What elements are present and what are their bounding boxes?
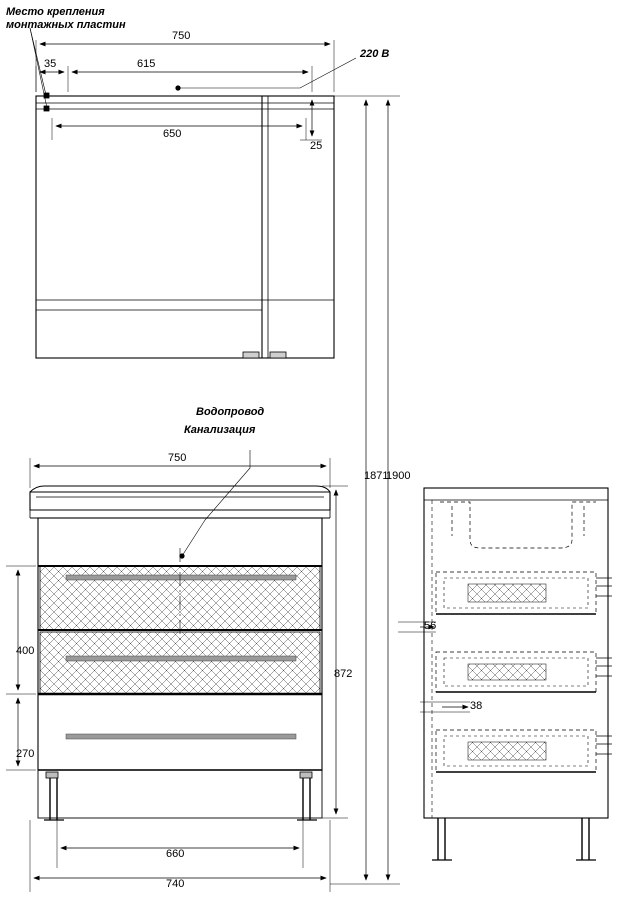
dim-front-width-750: 750 (168, 452, 187, 464)
dim-front-400: 400 (16, 645, 35, 657)
label-water-supply: Водопровод (196, 406, 265, 418)
dim-side-56: 56 (424, 620, 437, 632)
dim-front-872: 872 (334, 668, 353, 680)
dim-top-width-750: 750 (172, 30, 191, 42)
dim-span-615: 615 (137, 58, 156, 70)
dim-offset-35: 35 (44, 58, 57, 70)
label-mount-plates-line2: монтажных пластин (6, 19, 126, 31)
dim-depth-25: 25 (310, 140, 323, 152)
dim-front-660: 660 (166, 848, 185, 860)
dim-front-740: 740 (166, 878, 185, 890)
dim-side-38: 38 (470, 700, 483, 712)
label-power-220v: 220 В (360, 48, 390, 60)
label-mount-plates-line1: Место крепления (6, 6, 105, 18)
label-sewerage: Канализация (184, 424, 256, 436)
dim-front-270: 270 (16, 748, 35, 760)
dim-height-1871: 1871 (364, 470, 389, 482)
dim-span-650: 650 (163, 128, 182, 140)
dim-height-1900: 1900 (386, 470, 411, 482)
